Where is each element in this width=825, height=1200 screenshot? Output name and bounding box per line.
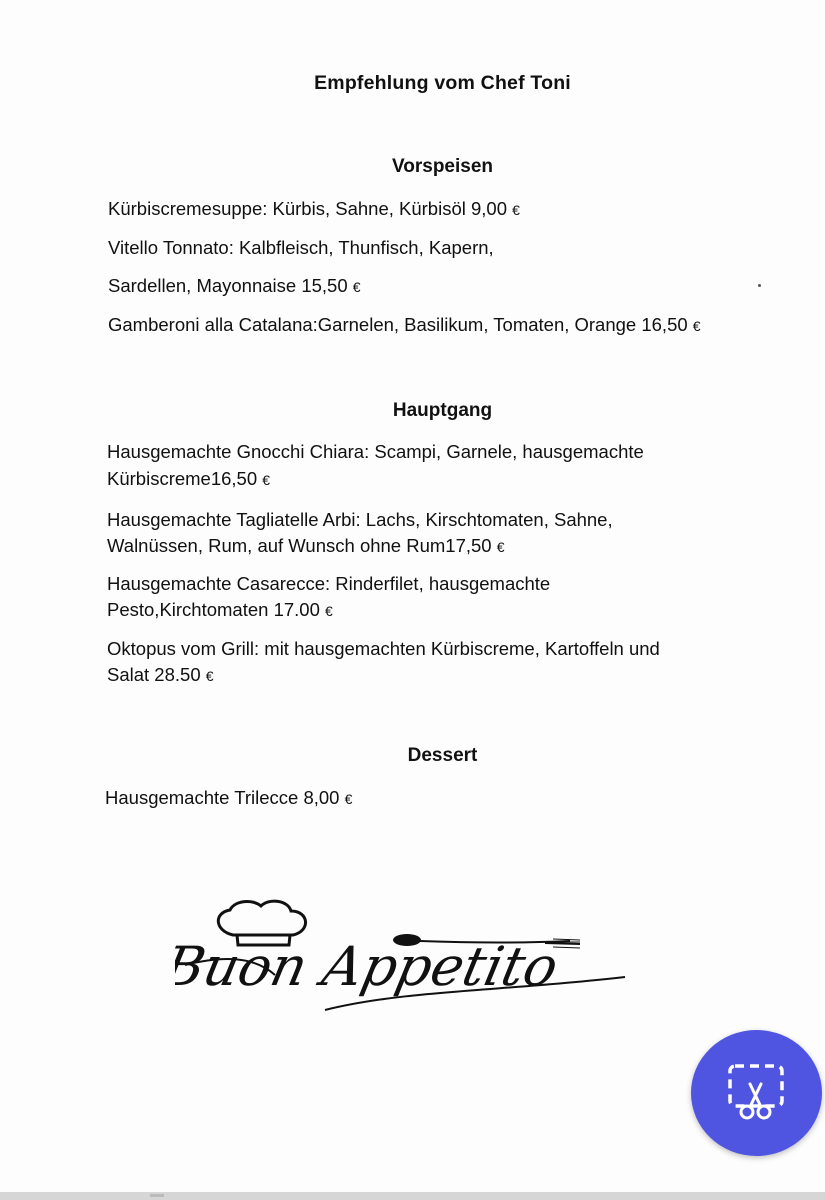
- chef-hat-cutlery-icon: [175, 895, 645, 1030]
- menu-line: Sardellen, Mayonnaise 15,50 €: [108, 275, 361, 296]
- section-heading-dessert: Dessert: [407, 745, 478, 766]
- menu-line: Hausgemachte Gnocchi Chiara: Scampi, Garnele, hausgemachte: [107, 441, 644, 462]
- scroll-indicator: [150, 1194, 164, 1197]
- section-heading-hauptgang: Hauptgang: [392, 400, 493, 421]
- menu-line: Hausgemachte Trilecce 8,00 €: [105, 787, 353, 808]
- bottom-scroll-bar: [0, 1192, 825, 1200]
- section-heading-vorspeisen: Vorspeisen: [391, 156, 494, 177]
- menu-line: Oktopus vom Grill: mit hausgemachten Kürbiscreme, Kartoffeln und: [107, 638, 660, 659]
- menu-line: Hausgemachte Casarecce: Rinderfilet, hausgemachte: [107, 573, 551, 594]
- stray-mark: [758, 284, 761, 287]
- buon-appetito-logo: [175, 895, 645, 1030]
- menu-line: Hausgemachte Tagliatelle Arbi: Lachs, Kirschtomaten, Sahne,: [107, 509, 613, 530]
- menu-line: Gamberoni alla Catalana:Garnelen, Basilikum, Tomaten, Orange 16,50 €: [108, 314, 701, 335]
- menu-title: Empfehlung vom Chef Toni: [314, 72, 571, 94]
- scan-crop-scissors-icon: [726, 1062, 786, 1122]
- menu-line: Salat 28.50 €: [107, 664, 214, 685]
- menu-line: Kürbiscremesuppe: Kürbis, Sahne, Kürbisöl 9,00 €: [108, 198, 520, 219]
- menu-line: Kürbiscreme16,50 €: [107, 468, 271, 489]
- menu-line: Pesto,Kirchtomaten 17.00 €: [107, 599, 333, 620]
- svg-text:Buon Appetito: Buon Appetito: [175, 934, 564, 998]
- scan-crop-button[interactable]: [691, 1030, 822, 1156]
- menu-line: Vitello Tonnato: Kalbfleisch, Thunfisch, Kapern,: [108, 237, 494, 258]
- menu-line: Walnüssen, Rum, auf Wunsch ohne Rum17,50 €: [107, 535, 505, 556]
